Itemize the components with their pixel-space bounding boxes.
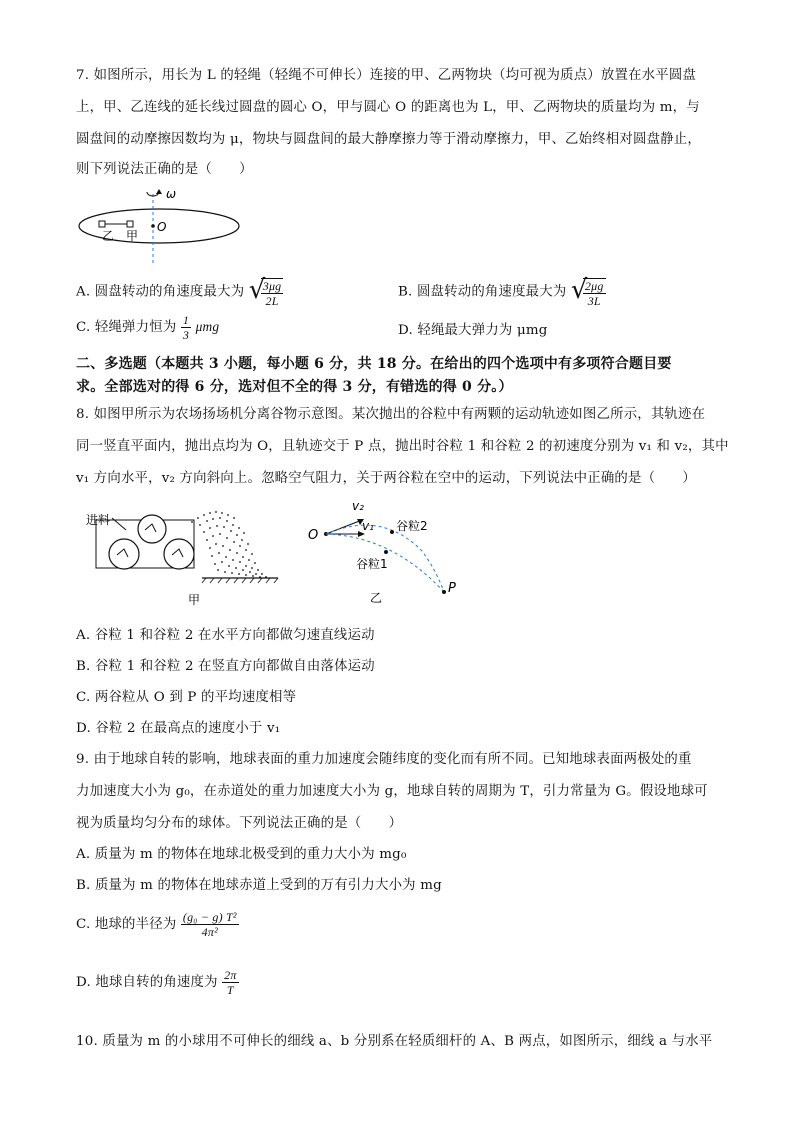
q7-option-c[interactable]: C. 轻绳弹力恒为 $\frac{1}{3}$ μmg xyxy=(76,313,220,342)
fraction-omega: $\frac{2\pi}{T}$ xyxy=(224,968,237,997)
roller-right xyxy=(164,539,194,569)
q9-line-2: 力加速度大小为 g₀，在赤道处的重力加速度大小为 g，地球自转的周期为 T，引力常量为 G。假设地球可 xyxy=(76,784,708,799)
q8-option-d[interactable]: D. 谷粒 2 在最高点的速度小于 v₁ xyxy=(76,721,281,736)
q8-figure-yi xyxy=(302,496,472,610)
sqrt-a: √ $\frac{3\mu g}{2L}$ xyxy=(248,275,282,308)
q10-line-1: 10. 质量为 m 的小球用不可伸长的细线 a、b 分别系在轻质细杆的 A、B 两点，如图所示，细线 a 与水平 xyxy=(76,1034,713,1049)
q8-figure-jia xyxy=(82,500,282,610)
grain-pile xyxy=(191,511,267,578)
q7-disc-figure xyxy=(74,184,254,266)
q8-option-a[interactable]: A. 谷粒 1 和谷粒 2 在水平方向都做匀速直线运动 xyxy=(76,628,375,643)
grain-2-point xyxy=(390,530,394,534)
feed-label: 进料 xyxy=(86,513,111,527)
q9-option-c[interactable]: C. 地球的半径为 $\frac{\text{(g₀ − g) T²}}{\text{4π²}}$ xyxy=(76,910,237,939)
q9-line-3: 视为质量均匀分布的球体。下列说法正确的是（ ） xyxy=(76,816,403,831)
q7-line-3: 圆盘间的动摩擦因数均为 μ，物块与圆盘间的最大静摩擦力等于滑动摩擦力，甲、乙始终相对圆盘静止， xyxy=(76,132,701,147)
q7-line-4: 则下列说法正确的是（ ） xyxy=(76,162,253,177)
section2-line-1: 二、多选题（本题共 3 小题，每小题 6 分，共 18 分。在给出的四个选项中有多项符合题目要 xyxy=(76,356,672,372)
yi-label: 乙 xyxy=(102,229,115,243)
caption-jia: 甲 xyxy=(188,593,201,607)
ground-hatch xyxy=(202,578,278,583)
block-yi xyxy=(99,221,105,227)
label-grain-1: 谷粒1 xyxy=(356,557,388,571)
label-p: P xyxy=(448,581,456,596)
block-jia xyxy=(127,221,133,227)
section2-line-2: 求。全部选对的得 6 分，选对但不全的得 3 分，有错选的得 0 分。） xyxy=(76,379,513,395)
sqrt-b: √ $\frac{2\mu g}{3L}$ xyxy=(570,275,604,308)
v2-arrow xyxy=(326,520,362,534)
rotation-arrowhead xyxy=(156,189,162,194)
caption-yi: 乙 xyxy=(370,591,383,605)
omega-label: ω xyxy=(166,187,177,201)
intersection-point xyxy=(442,590,446,594)
fraction-radius: $\frac{\text{(g₀ − g) T²}}{\text{4π²}}$ xyxy=(182,910,237,939)
roller-top xyxy=(138,515,166,543)
center-point xyxy=(151,224,155,228)
q8-option-c[interactable]: C. 两谷粒从 O 到 P 的平均速度相等 xyxy=(76,690,297,705)
q8-line-2: 同一竖直平面内，抛出点均为 O，且轨迹交于 P 点，抛出时谷粒 1 和谷粒 2 的初速度分别为 v₁ 和 v₂，其中 xyxy=(76,439,729,454)
q9-option-a[interactable]: A. 质量为 m 的物体在地球北极受到的重力大小为 mg₀ xyxy=(76,847,407,862)
q8-option-b[interactable]: B. 谷粒 1 和谷粒 2 在竖直方向都做自由落体运动 xyxy=(76,659,375,674)
q7-option-b[interactable]: B. 圆盘转动的角速度最大为 √ $\frac{2\mu g}{3L}$ xyxy=(398,275,604,308)
q7-option-d[interactable]: D. 轻绳最大弹力为 μmg xyxy=(398,323,548,338)
q8-line-3: v₁ 方向水平，v₂ 方向斜向上。忽略空气阻力，关于两谷粒在空中的运动，下列说法中正确的是（ ） xyxy=(76,471,696,486)
label-v1: v₁ xyxy=(362,519,374,533)
fraction-c: $\frac{1}{3}$ xyxy=(182,313,190,342)
q7-option-a[interactable]: A. 圆盘转动的角速度最大为 √ $\frac{3\mu g}{2L}$ xyxy=(76,275,282,308)
q8-line-1: 8. 如图甲所示为农场扬场机分离谷物示意图。某次抛出的谷粒中有两颗的运动轨迹如图乙所示，其轨迹在 xyxy=(76,407,706,422)
label-grain-2: 谷粒2 xyxy=(396,519,428,533)
q9-option-b[interactable]: B. 质量为 m 的物体在地球赤道上受到的万有引力大小为 mg xyxy=(76,878,442,893)
label-o: O xyxy=(308,528,319,543)
center-label: O xyxy=(157,220,167,234)
q9-line-1: 9. 由于地球自转的影响，地球表面的重力加速度会随纬度的变化而有所不同。已知地球表面两极处的重 xyxy=(76,752,692,767)
grain-1-point xyxy=(384,550,388,554)
q9-option-d[interactable]: D. 地球自转的角速度为 $\frac{2\pi}{T}$ xyxy=(76,968,237,997)
q7-line-2: 上，甲、乙连线的延长线过圆盘的圆心 O，甲与圆心 O 的距离也为 L，甲、乙两物块的质量均为 m，与 xyxy=(76,100,700,115)
jia-label: 甲 xyxy=(126,229,139,243)
roller-left xyxy=(109,539,139,569)
q7-line-1: 7. 如图所示，用长为 L 的轻绳（轻绳不可伸长）连接的甲、乙两物块（均可视为质点）放置在水平圆盘 xyxy=(76,68,697,83)
label-v2: v₂ xyxy=(352,499,364,513)
